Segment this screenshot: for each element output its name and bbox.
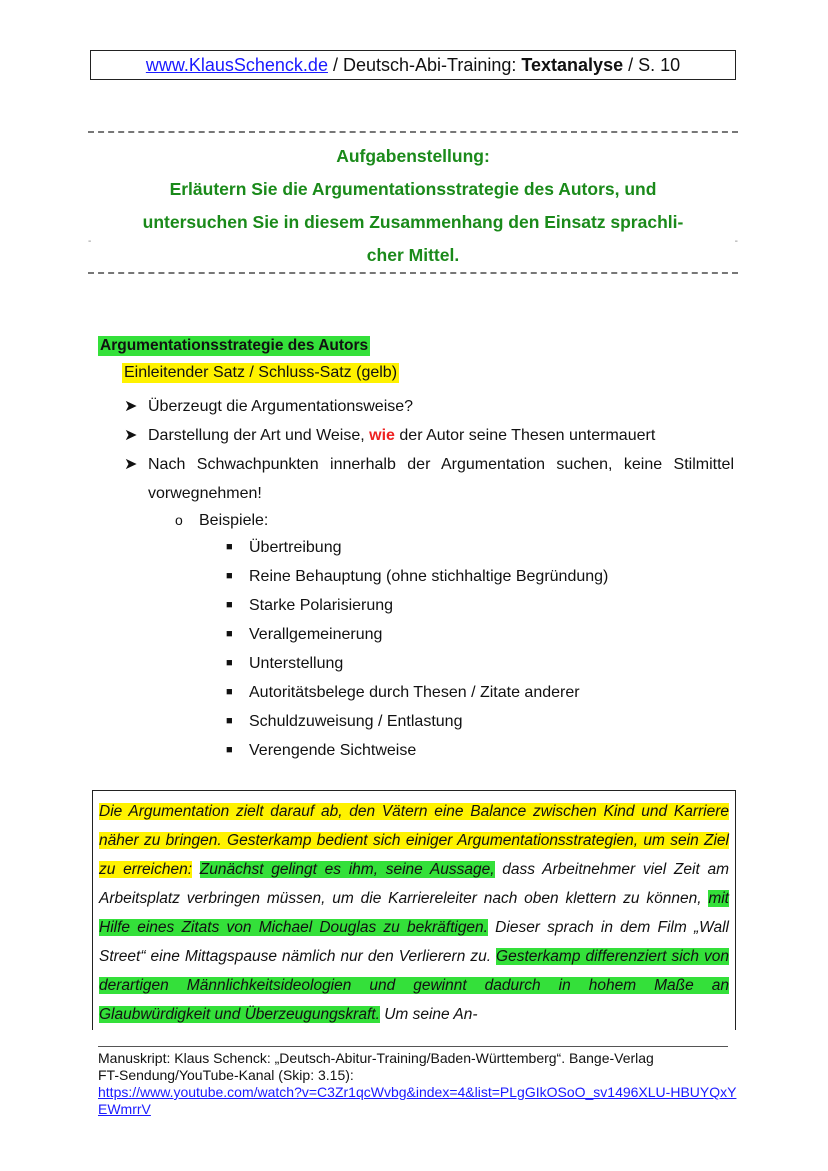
arrow-bullet-icon: ➤: [124, 427, 138, 444]
site-link[interactable]: www.KlausSchenck.de: [145, 54, 328, 75]
sample-text-box: [92, 790, 736, 1030]
divider-top: [88, 131, 738, 133]
bullet-item: [124, 450, 734, 508]
list-item: ■ Unterstellung: [226, 649, 608, 678]
bullet-item: [124, 392, 734, 421]
square-bullet-icon: ■: [226, 599, 233, 611]
divider-bottom: [88, 272, 738, 274]
highlight-yellow: Die Argumentation zielt darauf ab, den Vätern eine Balance zwischen Kind und Karriere näher zu bringen. Gesterkamp bedient sich einiger Argumentationsstrategien, um sein Ziel zu erreichen:: [99, 803, 729, 878]
examples-label: o Beispiele:: [175, 506, 268, 535]
list-item: ■ Autoritätsbelege durch Thesen / Zitate anderer: [226, 678, 608, 707]
task-line-1: Erläutern Sie die Argumentationsstrategie des Autors, und: [169, 179, 657, 199]
quote-text: dass Arbeitnehmer viel Zeit am Arbeitsplatz verbringen müssen, um die Karriereleiter nach oben klettern zu können,: [99, 861, 730, 907]
header-middle: / Deutsch-Abi-Training:: [327, 54, 522, 75]
square-bullet-icon: ■: [226, 657, 233, 669]
list-item: ■ Reine Behauptung (ohne stichhaltige Begründung): [226, 562, 608, 591]
highlight-green: Zunächst gelingt es ihm, seine Aussage,: [199, 861, 495, 878]
arrow-bullet-icon: ➤: [124, 398, 138, 415]
list-item: ■ Starke Polarisierung: [226, 591, 608, 620]
footer-line-2: FT-Sendung/YouTube-Kanal (Skip: 3.15):: [98, 1067, 354, 1083]
square-bullet-icon: ■: [226, 628, 233, 640]
bullet-text: Überzeugt die Argumentationsweise?: [148, 398, 414, 415]
task-line-3: cher Mittel.: [366, 245, 460, 265]
page-header: [90, 50, 736, 80]
square-bullet-icon: ■: [226, 570, 233, 582]
square-bullet-icon: ■: [226, 541, 233, 553]
square-bullet-icon: ■: [226, 715, 233, 727]
bullet-list: [124, 392, 734, 508]
highlight-green: mit Hilfe eines Zitats von Michael Douglas zu bekräftigen.: [99, 890, 729, 936]
header-topic: Textanalyse: [521, 54, 624, 75]
square-bullet-icon: ■: [226, 744, 233, 756]
header-page: / S. 10: [623, 54, 681, 75]
task-heading: Aufgabenstellung:: [336, 146, 490, 166]
highlight-green: Gesterkamp differenziert sich von derartigen Männlichkeitsideologien und gewinnt dadurch in hohem Maße an Glaubwürdigkeit und Überzeugungskraft.: [99, 948, 730, 1023]
bullet-text: Nach Schwachpunkten innerhalb der Argumentation suchen, keine Stilmittel vorwegnehmen!: [148, 456, 734, 502]
list-item: ■ Schuldzuweisung / Entlastung: [226, 707, 608, 736]
divider-ticks: - -: [88, 236, 738, 247]
list-item: ■ Verallgemeinerung: [226, 620, 608, 649]
quote-text: Dieser sprach in dem Film „Wall Street“ eine Mittagspause nämlich nur den Verlierern zu.: [99, 919, 729, 965]
bullet-text-post: der Autor seine Thesen untermauert: [394, 427, 656, 444]
circle-bullet-icon: o: [175, 512, 183, 528]
section-subhead: Einleitender Satz / Schluss-Satz (gelb): [124, 364, 398, 381]
footer-line-1: Manuskript: Klaus Schenck: „Deutsch-Abitur-Training/Baden-Württemberg“. Bange-Verlag: [98, 1050, 654, 1066]
task-box: [90, 140, 736, 272]
square-bullet-icon: ■: [226, 686, 233, 698]
quote-text: Um seine An-: [379, 1006, 478, 1023]
arrow-bullet-icon: ➤: [124, 456, 138, 473]
footer: [98, 1050, 738, 1118]
footer-youtube-link[interactable]: https://www.youtube.com/watch?v=C3Zr1qcWvbg&index=4&list=PLgGIkOSoO_sv1496XLU-HBUYQxYEWmrrV: [98, 1084, 737, 1117]
task-line-2: untersuchen Sie in diesem Zusammenhang den Einsatz sprachli-: [142, 212, 684, 232]
bullet-text-pre: Darstellung der Art und Weise,: [148, 427, 370, 444]
examples-list: [226, 533, 608, 765]
list-item: ■ Verengende Sichtweise: [226, 736, 608, 765]
footer-divider: [98, 1046, 728, 1047]
list-item: ■ Übertreibung: [226, 533, 608, 562]
section-title: Argumentationsstrategie des Autors: [100, 337, 369, 354]
bullet-text-emphasis: wie: [369, 427, 395, 444]
bullet-item: [124, 421, 734, 450]
